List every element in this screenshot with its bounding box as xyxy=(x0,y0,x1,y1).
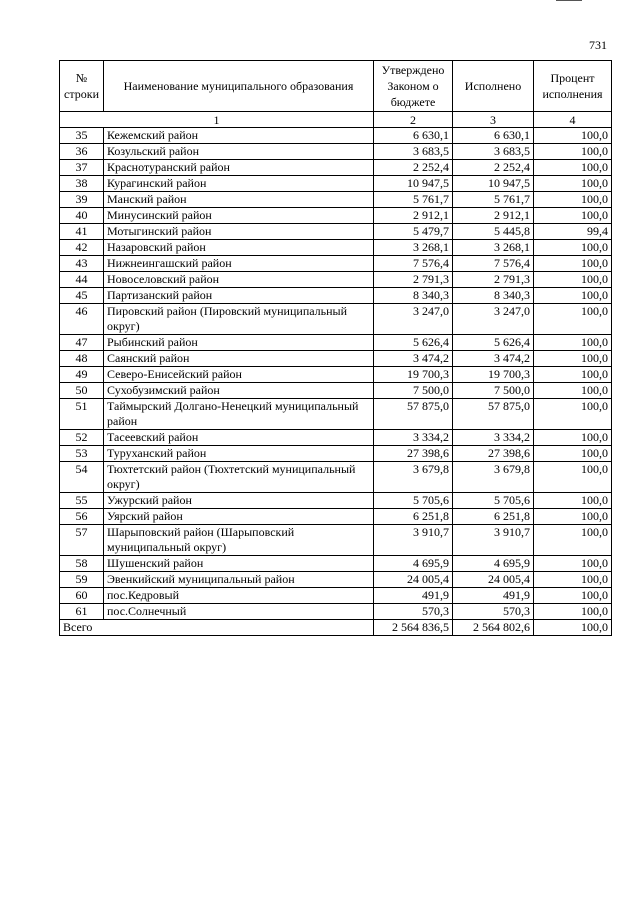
table-row xyxy=(60,525,612,556)
header-executed: Исполнено xyxy=(453,61,534,112)
executed-amount: 491,9 xyxy=(453,588,534,604)
execution-percent: 100,0 xyxy=(534,383,612,399)
row-number: 61 xyxy=(60,604,104,620)
table-row xyxy=(60,462,612,493)
municipality-name: Манский район xyxy=(104,192,374,208)
row-number: 45 xyxy=(60,288,104,304)
table-row xyxy=(60,572,612,588)
header-approved: Утверждено Законом о бюджете xyxy=(374,61,453,112)
execution-percent: 100,0 xyxy=(534,367,612,383)
column-number-row xyxy=(60,112,612,128)
approved-amount: 19 700,3 xyxy=(374,367,453,383)
approved-amount: 491,9 xyxy=(374,588,453,604)
approved-amount: 3 679,8 xyxy=(374,462,453,493)
execution-percent: 100,0 xyxy=(534,493,612,509)
table-row xyxy=(60,176,612,192)
execution-percent: 100,0 xyxy=(534,572,612,588)
municipality-name: пос.Кедровый xyxy=(104,588,374,604)
municipality-name: Минусинский район xyxy=(104,208,374,224)
executed-amount: 19 700,3 xyxy=(453,367,534,383)
row-number: 50 xyxy=(60,383,104,399)
executed-amount: 3 334,2 xyxy=(453,430,534,446)
table-row xyxy=(60,144,612,160)
page-number: 731 xyxy=(589,38,607,52)
municipality-name: Партизанский район xyxy=(104,288,374,304)
execution-percent: 100,0 xyxy=(534,304,612,335)
row-number: 48 xyxy=(60,351,104,367)
municipality-name: Ужурский район xyxy=(104,493,374,509)
execution-percent: 100,0 xyxy=(534,588,612,604)
approved-amount: 3 474,2 xyxy=(374,351,453,367)
row-number: 60 xyxy=(60,588,104,604)
municipality-name: Тюхтетский район (Тюхтетский муниципальный округ) xyxy=(104,462,374,493)
executed-amount: 3 474,2 xyxy=(453,351,534,367)
executed-amount: 27 398,6 xyxy=(453,446,534,462)
approved-amount: 2 252,4 xyxy=(374,160,453,176)
table-row xyxy=(60,272,612,288)
approved-amount: 8 340,3 xyxy=(374,288,453,304)
table-row xyxy=(60,446,612,462)
executed-amount: 5 445,8 xyxy=(453,224,534,240)
approved-amount: 4 695,9 xyxy=(374,556,453,572)
executed-amount: 3 910,7 xyxy=(453,525,534,556)
total-approved: 2 564 836,5 xyxy=(374,620,453,636)
execution-percent: 100,0 xyxy=(534,446,612,462)
municipality-name: Эвенкийский муниципальный район xyxy=(104,572,374,588)
row-number: 44 xyxy=(60,272,104,288)
row-number: 51 xyxy=(60,399,104,430)
municipality-name: Курагинский район xyxy=(104,176,374,192)
approved-amount: 6 251,8 xyxy=(374,509,453,525)
table-row xyxy=(60,160,612,176)
approved-amount: 27 398,6 xyxy=(374,446,453,462)
approved-amount: 3 247,0 xyxy=(374,304,453,335)
approved-amount: 570,3 xyxy=(374,604,453,620)
execution-percent: 100,0 xyxy=(534,430,612,446)
table-row xyxy=(60,256,612,272)
municipality-name: Мотыгинский район xyxy=(104,224,374,240)
approved-amount: 6 630,1 xyxy=(374,128,453,144)
municipality-name: Сухобузимский район xyxy=(104,383,374,399)
total-executed: 2 564 802,6 xyxy=(453,620,534,636)
municipality-name: Саянский район xyxy=(104,351,374,367)
table-row xyxy=(60,399,612,430)
approved-amount: 2 791,3 xyxy=(374,272,453,288)
execution-percent: 100,0 xyxy=(534,351,612,367)
column-number-2: 2 xyxy=(374,112,453,128)
table-row xyxy=(60,588,612,604)
execution-percent: 100,0 xyxy=(534,288,612,304)
approved-amount: 7 576,4 xyxy=(374,256,453,272)
execution-percent: 100,0 xyxy=(534,192,612,208)
executed-amount: 3 679,8 xyxy=(453,462,534,493)
row-number: 37 xyxy=(60,160,104,176)
approved-amount: 5 626,4 xyxy=(374,335,453,351)
approved-amount: 5 705,6 xyxy=(374,493,453,509)
execution-percent: 100,0 xyxy=(534,462,612,493)
execution-percent: 100,0 xyxy=(534,176,612,192)
execution-percent: 100,0 xyxy=(534,144,612,160)
execution-percent: 99,4 xyxy=(534,224,612,240)
total-label: Всего xyxy=(60,620,374,636)
executed-amount: 5 761,7 xyxy=(453,192,534,208)
table-row xyxy=(60,288,612,304)
executed-amount: 2 912,1 xyxy=(453,208,534,224)
execution-percent: 100,0 xyxy=(534,256,612,272)
approved-amount: 3 910,7 xyxy=(374,525,453,556)
executed-amount: 3 247,0 xyxy=(453,304,534,335)
executed-amount: 3 683,5 xyxy=(453,144,534,160)
table-row xyxy=(60,192,612,208)
total-row xyxy=(60,620,612,636)
header-municipality-name: Наименование муниципального образования xyxy=(104,61,374,112)
row-number: 52 xyxy=(60,430,104,446)
table-row xyxy=(60,351,612,367)
execution-percent: 100,0 xyxy=(534,509,612,525)
table-row xyxy=(60,556,612,572)
execution-percent: 100,0 xyxy=(534,335,612,351)
column-number-3: 3 xyxy=(453,112,534,128)
execution-percent: 100,0 xyxy=(534,240,612,256)
approved-amount: 24 005,4 xyxy=(374,572,453,588)
execution-percent: 100,0 xyxy=(534,128,612,144)
header-percent: Процент исполнения xyxy=(534,61,612,112)
executed-amount: 8 340,3 xyxy=(453,288,534,304)
executed-amount: 6 251,8 xyxy=(453,509,534,525)
table-row xyxy=(60,335,612,351)
top-edge-mark xyxy=(556,0,582,1)
municipality-name: Кежемский район xyxy=(104,128,374,144)
table-row xyxy=(60,367,612,383)
municipality-name: Шарыповский район (Шарыповский муниципальный округ) xyxy=(104,525,374,556)
table-row xyxy=(60,430,612,446)
row-number: 54 xyxy=(60,462,104,493)
row-number: 35 xyxy=(60,128,104,144)
table-row xyxy=(60,383,612,399)
execution-percent: 100,0 xyxy=(534,272,612,288)
municipality-name: Рыбинский район xyxy=(104,335,374,351)
budget-execution-table xyxy=(59,60,612,636)
table-row xyxy=(60,493,612,509)
row-number: 43 xyxy=(60,256,104,272)
table-row xyxy=(60,224,612,240)
executed-amount: 4 695,9 xyxy=(453,556,534,572)
executed-amount: 2 791,3 xyxy=(453,272,534,288)
municipality-name: Уярский район xyxy=(104,509,374,525)
approved-amount: 7 500,0 xyxy=(374,383,453,399)
municipality-name: Пировский район (Пировский муниципальный округ) xyxy=(104,304,374,335)
approved-amount: 2 912,1 xyxy=(374,208,453,224)
row-number: 40 xyxy=(60,208,104,224)
row-number: 47 xyxy=(60,335,104,351)
executed-amount: 570,3 xyxy=(453,604,534,620)
total-percent: 100,0 xyxy=(534,620,612,636)
approved-amount: 3 683,5 xyxy=(374,144,453,160)
municipality-name: Шушенский район xyxy=(104,556,374,572)
execution-percent: 100,0 xyxy=(534,556,612,572)
approved-amount: 5 761,7 xyxy=(374,192,453,208)
executed-amount: 7 500,0 xyxy=(453,383,534,399)
executed-amount: 5 705,6 xyxy=(453,493,534,509)
execution-percent: 100,0 xyxy=(534,525,612,556)
row-number: 53 xyxy=(60,446,104,462)
row-number: 46 xyxy=(60,304,104,335)
execution-percent: 100,0 xyxy=(534,160,612,176)
approved-amount: 5 479,7 xyxy=(374,224,453,240)
executed-amount: 57 875,0 xyxy=(453,399,534,430)
row-number: 57 xyxy=(60,525,104,556)
row-number: 36 xyxy=(60,144,104,160)
municipality-name: Козульский район xyxy=(104,144,374,160)
approved-amount: 57 875,0 xyxy=(374,399,453,430)
municipality-name: Тасеевский район xyxy=(104,430,374,446)
approved-amount: 3 268,1 xyxy=(374,240,453,256)
municipality-name: Туруханский район xyxy=(104,446,374,462)
municipality-name: Новоселовский район xyxy=(104,272,374,288)
row-number: 41 xyxy=(60,224,104,240)
row-number: 38 xyxy=(60,176,104,192)
execution-percent: 100,0 xyxy=(534,604,612,620)
row-number: 39 xyxy=(60,192,104,208)
row-number: 55 xyxy=(60,493,104,509)
municipality-name: пос.Солнечный xyxy=(104,604,374,620)
executed-amount: 3 268,1 xyxy=(453,240,534,256)
row-number: 49 xyxy=(60,367,104,383)
municipality-name: Таймырский Долгано-Ненецкий муниципальный район xyxy=(104,399,374,430)
column-number-4: 4 xyxy=(534,112,612,128)
table-body xyxy=(60,128,612,620)
executed-amount: 7 576,4 xyxy=(453,256,534,272)
approved-amount: 10 947,5 xyxy=(374,176,453,192)
table-row xyxy=(60,128,612,144)
executed-amount: 5 626,4 xyxy=(453,335,534,351)
table-row xyxy=(60,509,612,525)
municipality-name: Краснотуранский район xyxy=(104,160,374,176)
table-header-row xyxy=(60,61,612,112)
municipality-name: Назаровский район xyxy=(104,240,374,256)
executed-amount: 10 947,5 xyxy=(453,176,534,192)
execution-percent: 100,0 xyxy=(534,208,612,224)
executed-amount: 2 252,4 xyxy=(453,160,534,176)
executed-amount: 24 005,4 xyxy=(453,572,534,588)
table-row xyxy=(60,304,612,335)
row-number: 42 xyxy=(60,240,104,256)
execution-percent: 100,0 xyxy=(534,399,612,430)
column-number-1: 1 xyxy=(60,112,374,128)
municipality-name: Северо-Енисейский район xyxy=(104,367,374,383)
table-row xyxy=(60,240,612,256)
approved-amount: 3 334,2 xyxy=(374,430,453,446)
header-row-number: № строки xyxy=(60,61,104,112)
row-number: 58 xyxy=(60,556,104,572)
row-number: 59 xyxy=(60,572,104,588)
table-row xyxy=(60,604,612,620)
executed-amount: 6 630,1 xyxy=(453,128,534,144)
table-row xyxy=(60,208,612,224)
municipality-name: Нижнеингашский район xyxy=(104,256,374,272)
row-number: 56 xyxy=(60,509,104,525)
